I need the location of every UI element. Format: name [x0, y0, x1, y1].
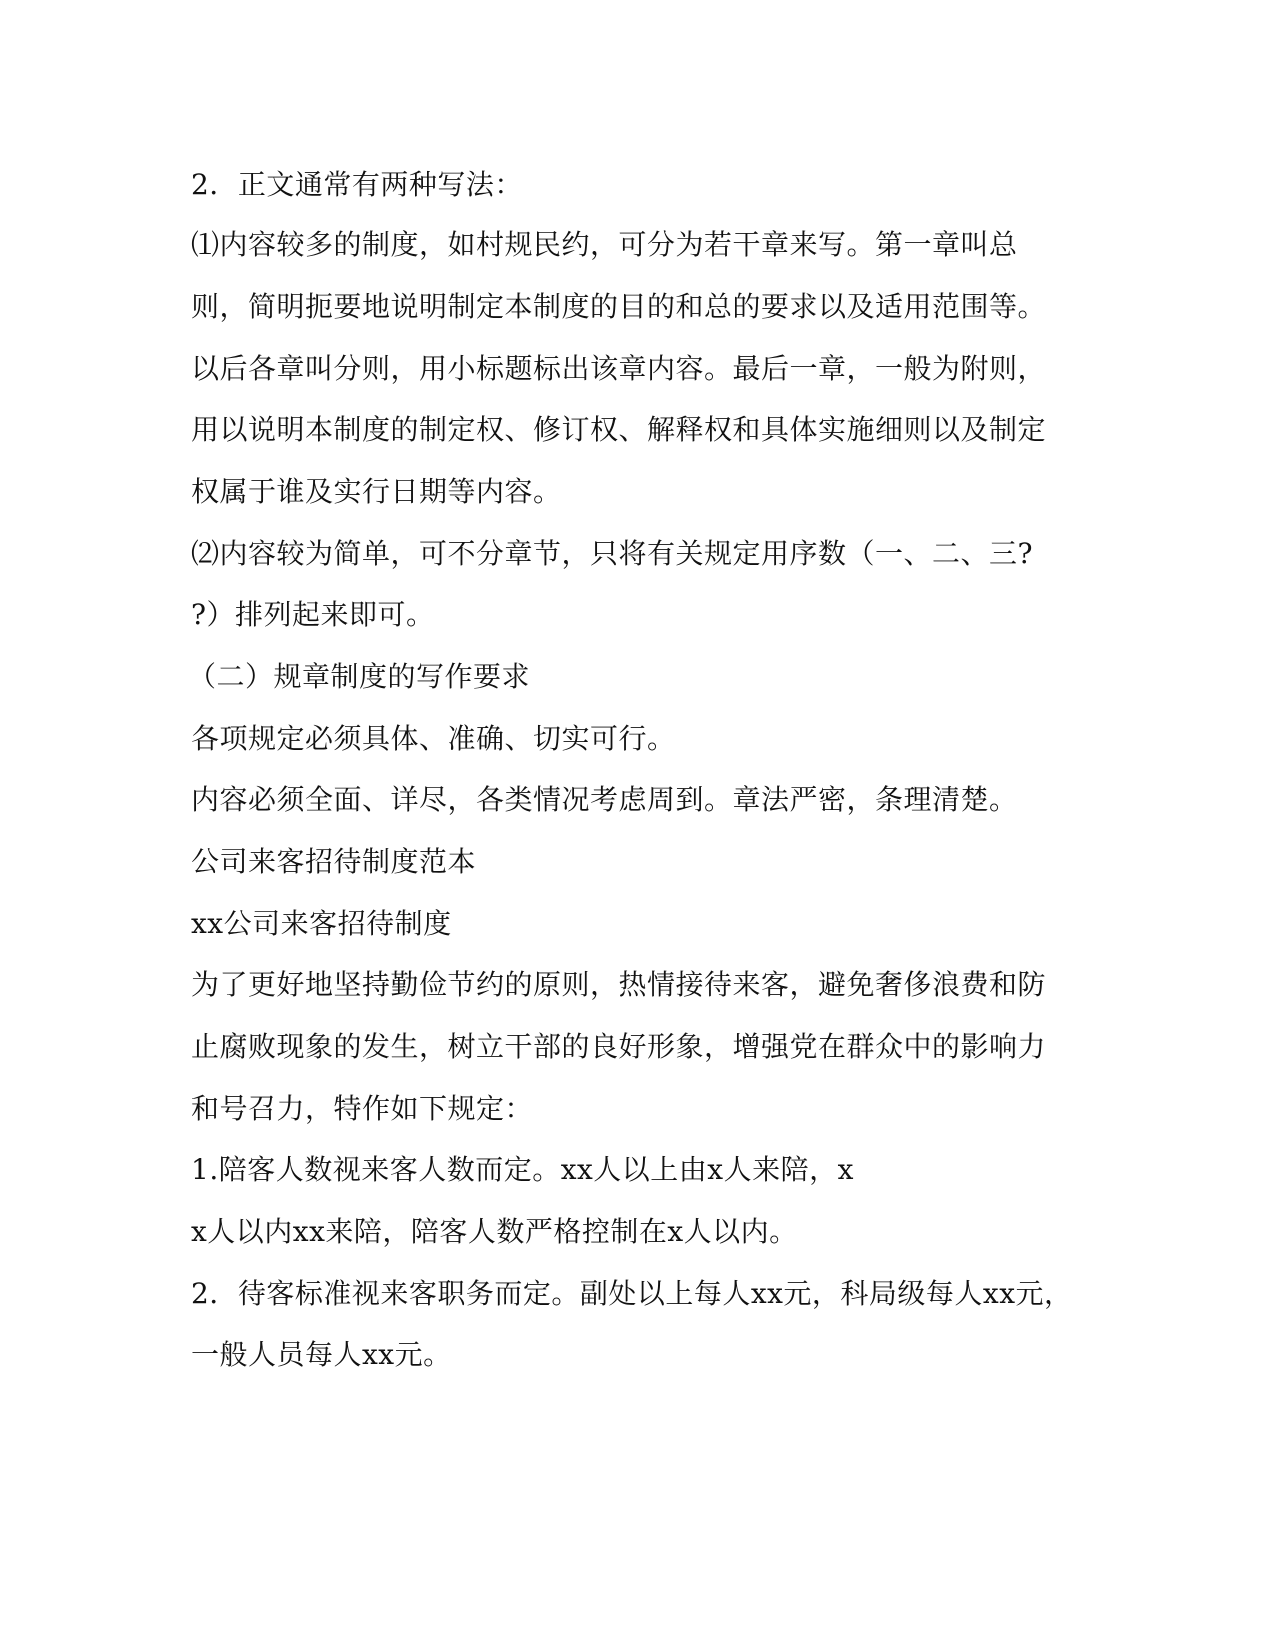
text-line-17: 1.陪客人数视来客人数而定。xx人以上由x人来陪，x: [191, 1153, 854, 1186]
text-line-1: 2．正文通常有两种写法：: [191, 168, 523, 201]
text-line-10: 各项规定必须具体、准确、切实可行。: [191, 722, 676, 755]
text-line-15: 止腐败现象的发生，树立干部的良好形象，增强党在群众中的影响力: [191, 1030, 1047, 1063]
section-heading: （二）规章制度的写作要求: [188, 660, 531, 693]
text-line-3: 则，简明扼要地说明制定本制度的目的和总的要求以及适用范围等。: [191, 290, 1047, 323]
text-line-2: ⑴内容较多的制度，如村规民约，可分为若干章来写。第一章叫总: [191, 228, 1018, 261]
text-line-7: ⑵内容较为简单，可不分章节，只将有关规定用序数（一、二、三?: [191, 537, 1034, 570]
text-line-19: 2．待客标准视来客职务而定。副处以上每人xx元，科局级每人xx元，: [191, 1277, 1073, 1310]
text-line-16: 和号召力，特作如下规定：: [191, 1092, 534, 1125]
text-line-18: x人以内xx来陪，陪客人数严格控制在x人以内。: [191, 1215, 798, 1248]
text-line-14: 为了更好地坚持勤俭节约的原则，热情接待来客，避免奢侈浪费和防: [191, 968, 1047, 1001]
policy-title: xx公司来客招待制度: [191, 907, 452, 940]
template-title: 公司来客招待制度范本: [191, 845, 477, 878]
text-line-4: 以后各章叫分则，用小标题标出该章内容。最后一章，一般为附则，: [191, 352, 1047, 385]
text-line-5: 用以说明本制度的制定权、修订权、解释权和具体实施细则以及制定: [191, 413, 1047, 446]
text-line-8: ?）排列起来即可。: [191, 598, 435, 631]
text-line-11: 内容必须全面、详尽，各类情况考虑周到。章法严密，条理清楚。: [191, 783, 1018, 816]
text-line-6: 权属于谁及实行日期等内容。: [191, 475, 562, 508]
text-line-20: 一般人员每人xx元。: [191, 1338, 452, 1371]
